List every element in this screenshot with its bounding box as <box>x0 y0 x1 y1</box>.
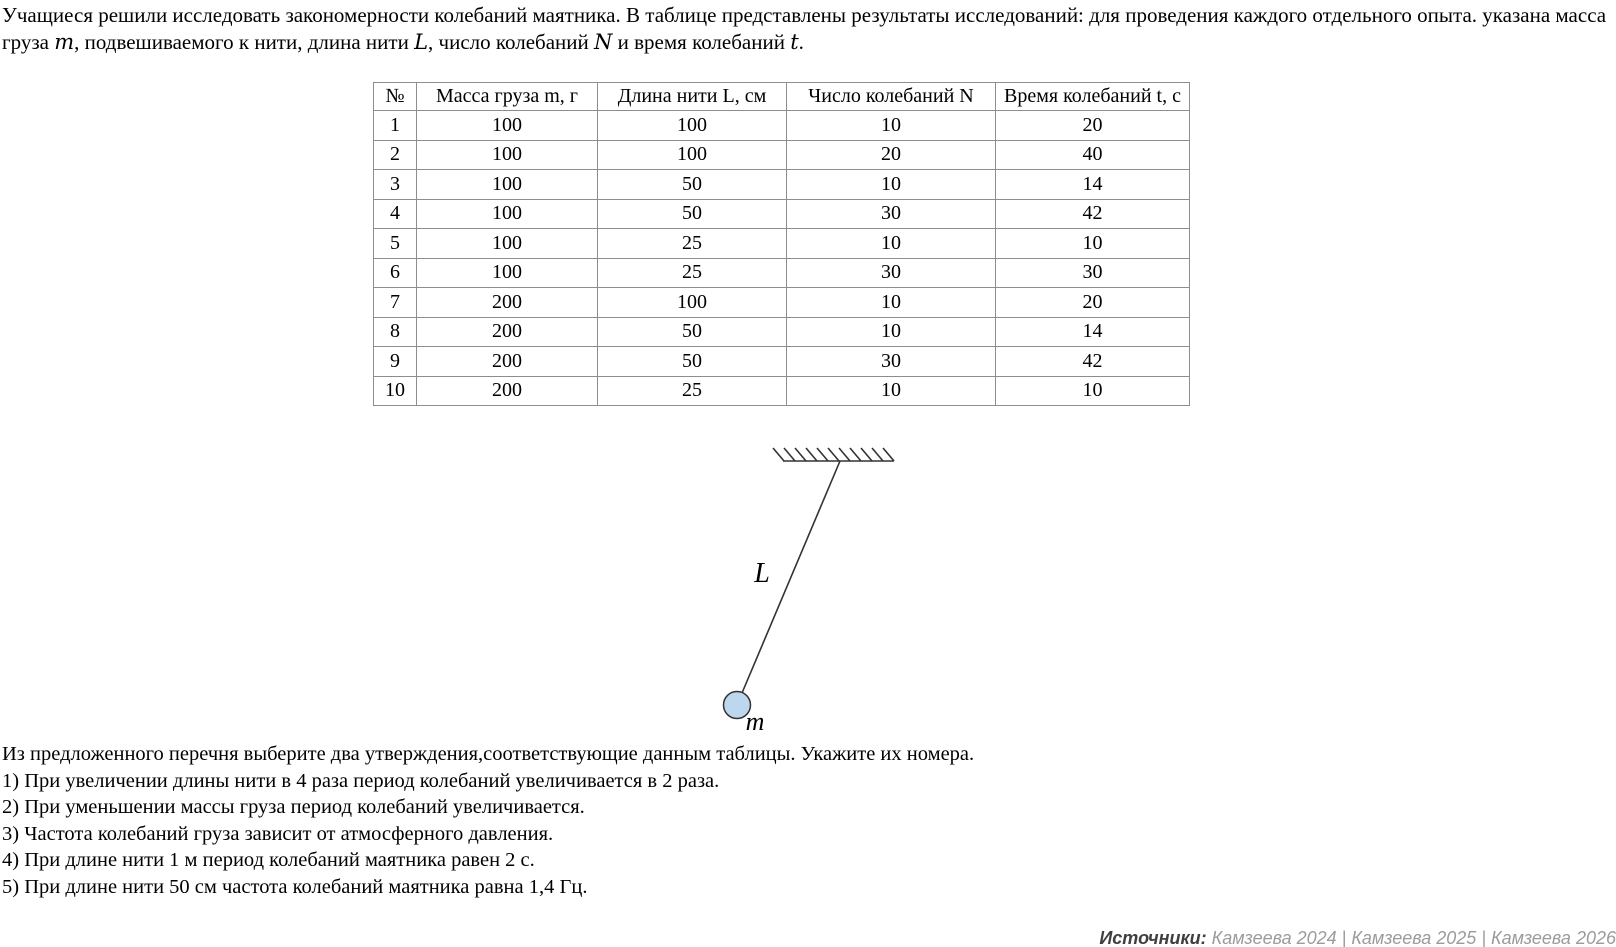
table-row <box>374 140 1190 170</box>
option-item: 3) Частота колебаний груза зависит от атмосферного давления. <box>2 822 554 845</box>
table-cell: 200 <box>417 376 598 406</box>
table-cell: 50 <box>598 347 787 377</box>
table-cell: 10 <box>787 111 996 141</box>
intro-text: и время колебаний <box>612 30 791 54</box>
table-cell: 100 <box>417 199 598 229</box>
table-cell: 6 <box>374 258 417 288</box>
table-cell: 5 <box>374 229 417 259</box>
table-cell: 10 <box>787 376 996 406</box>
table-cell: 30 <box>787 347 996 377</box>
table-cell: 10 <box>787 170 996 200</box>
table-row <box>374 376 1190 406</box>
table-cell: 100 <box>417 258 598 288</box>
table-cell: 100 <box>417 140 598 170</box>
table-cell: 25 <box>598 376 787 406</box>
table-cell: 3 <box>374 170 417 200</box>
table-cell: 10 <box>787 229 996 259</box>
column-header: Число колебаний N <box>787 83 996 111</box>
table-cell: 14 <box>996 170 1190 200</box>
intro-text: , подвешиваемого к нити, длина нити <box>74 30 415 54</box>
column-header: № <box>374 83 417 111</box>
table-row <box>374 199 1190 229</box>
intro-text: Учащиеся решили исследовать закономерности колебаний маятника. В таблице представлены результаты исследований: для проведения каждого отдельного опыта. указана масса груза <box>2 3 1607 54</box>
table-cell: 10 <box>996 376 1190 406</box>
count-variable: N <box>594 30 613 54</box>
table-cell: 100 <box>417 170 598 200</box>
table-row <box>374 258 1190 288</box>
table-cell: 7 <box>374 288 417 318</box>
table-cell: 1 <box>374 111 417 141</box>
table-cell: 200 <box>417 347 598 377</box>
ceiling-hatching-icon <box>773 448 894 461</box>
table-cell: 40 <box>996 140 1190 170</box>
table-row <box>374 288 1190 318</box>
sources-label: Источники: <box>1099 928 1207 947</box>
column-header: Длина нити L, см <box>598 83 787 111</box>
table-cell: 10 <box>374 376 417 406</box>
table-cell: 42 <box>996 347 1190 377</box>
sources-footer <box>1099 928 1616 947</box>
bob-mass-label: m <box>745 707 765 736</box>
table-row <box>374 111 1190 141</box>
table-cell: 100 <box>417 229 598 259</box>
table-cell: 100 <box>598 140 787 170</box>
table-cell: 9 <box>374 347 417 377</box>
table-cell: 200 <box>417 317 598 347</box>
sources-list: Камзеева 2024 | Камзеева 2025 | Камзеева 2026 <box>1206 928 1616 947</box>
column-header: Время колебаний t, с <box>996 83 1190 111</box>
column-header: Масса груза m, г <box>417 83 598 111</box>
mass-variable: m <box>54 30 75 54</box>
pendulum-diagram <box>640 430 960 740</box>
table-cell: 42 <box>996 199 1190 229</box>
intro-text: . <box>798 30 804 54</box>
table-cell: 30 <box>787 199 996 229</box>
question-prompt: Из предложенного перечня выберите два утверждения,соответствующие данным таблицы. Укажите их номера. <box>2 743 975 765</box>
table-cell: 50 <box>598 317 787 347</box>
option-item: 2) При уменьшении массы груза период колебаний увеличивается. <box>2 796 585 818</box>
table-cell: 20 <box>996 111 1190 141</box>
table-cell: 10 <box>787 288 996 318</box>
length-variable: L <box>414 30 429 54</box>
table-cell: 50 <box>598 199 787 229</box>
table-cell: 100 <box>598 288 787 318</box>
table-cell: 25 <box>598 229 787 259</box>
results-table-head-row <box>374 83 1190 111</box>
table-cell: 20 <box>996 288 1190 318</box>
table-cell: 10 <box>996 229 1190 259</box>
table-cell: 200 <box>417 288 598 318</box>
table-cell: 20 <box>787 140 996 170</box>
table-row <box>374 170 1190 200</box>
table-cell: 25 <box>598 258 787 288</box>
table-row <box>374 229 1190 259</box>
option-item: 4) При длине нити 1 м период колебаний маятника равен 2 с. <box>2 849 535 871</box>
options-list <box>2 768 1612 901</box>
table-cell: 30 <box>996 258 1190 288</box>
option-item: 1) При увеличении длины нити в 4 раза период колебаний увеличивается в 2 раза. <box>2 769 720 792</box>
table-cell: 100 <box>417 111 598 141</box>
table-cell: 4 <box>374 199 417 229</box>
results-table <box>373 82 1190 406</box>
table-cell: 10 <box>787 317 996 347</box>
table-cell: 30 <box>787 258 996 288</box>
results-table-body <box>374 111 1190 406</box>
table-cell: 14 <box>996 317 1190 347</box>
intro-paragraph <box>2 2 1616 56</box>
table-cell: 8 <box>374 317 417 347</box>
table-row <box>374 347 1190 377</box>
table-cell: 50 <box>598 170 787 200</box>
intro-text: , число колебаний <box>428 30 595 54</box>
option-item: 5) При длине нити 50 см частота колебаний маятника равна 1,4 Гц. <box>2 875 588 898</box>
string-length-label: L <box>754 558 770 589</box>
table-cell: 2 <box>374 140 417 170</box>
time-variable: t <box>790 30 799 54</box>
question-block <box>2 741 1612 900</box>
table-row <box>374 317 1190 347</box>
table-cell: 100 <box>598 111 787 141</box>
